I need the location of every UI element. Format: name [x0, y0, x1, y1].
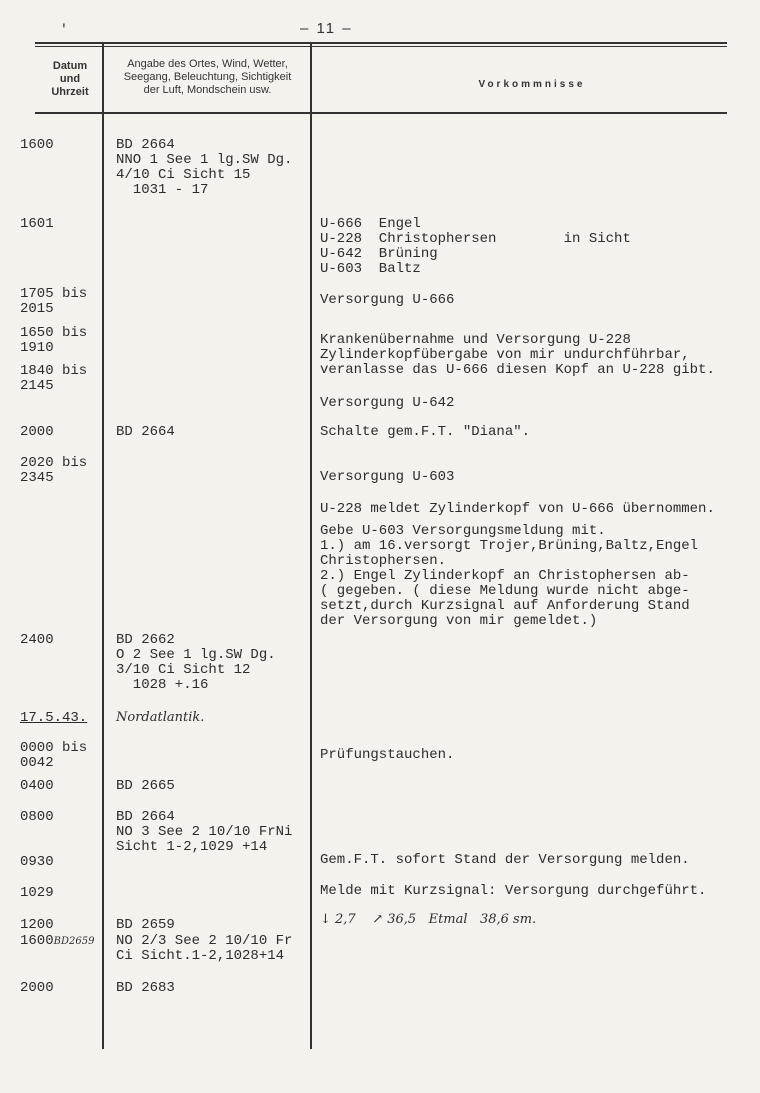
- row-events: U-666 Engel U-228 Christophersen in Sicht U-642 Brüning U-603 Baltz: [320, 216, 631, 277]
- row-time: 1705 bis 2015: [20, 286, 88, 317]
- row-events: Versorgung U-642: [320, 395, 455, 411]
- row-time: 2400: [20, 632, 54, 648]
- header-events: Vorkommnisse: [478, 79, 586, 90]
- handwritten-note: BD2659: [53, 936, 95, 947]
- header-place: Angabe des Ortes, Wind, Wetter, Seegang, Beleuchtung, Sichtigkeit der Luft, Mondschein usw.: [123, 58, 292, 96]
- row-events: Krankenübernahme und Versorgung U-228 Zylinderkopfübergabe von mir undurchführbar, veranlasse das U-666 diesen Kopf an U-228 gibt.: [320, 332, 715, 378]
- row-events: Prüfungstauchen.: [320, 747, 455, 763]
- row-events: U-228 meldet Zylinderkopf von U-666 übernommen.: [320, 501, 715, 517]
- row-place: NO 2/3 See 2 10/10 Fr Ci Sicht.1-2,1028+14: [116, 933, 293, 964]
- row-place: BD 2664 NNO 1 See 1 lg.SW Dg. 4/10 Ci Sicht 15 1031 - 17: [116, 137, 293, 198]
- top-rule: [35, 42, 727, 44]
- row-time: 0400: [20, 778, 54, 794]
- row-events: Melde mit Kurzsignal: Versorgung durchgeführt.: [320, 883, 707, 899]
- row-events: Gem.F.T. sofort Stand der Versorgung melden.: [320, 852, 690, 868]
- row-time: 1600: [20, 137, 54, 153]
- row-time: 2000: [20, 980, 54, 996]
- row-time: 1029: [20, 885, 54, 901]
- date-heading: 17.5.43.: [20, 710, 88, 726]
- row-time: 0000 bis 0042: [20, 740, 88, 771]
- margin-mark: ': [60, 22, 68, 37]
- row-place: BD 2664 NO 3 See 2 10/10 FrNi Sicht 1-2,1029 +14: [116, 809, 293, 855]
- row-place: BD 2664: [116, 424, 175, 440]
- row-time: 1650 bis 1910: [20, 325, 88, 356]
- row-events: Versorgung U-666: [320, 292, 455, 308]
- col-divider-1: [102, 44, 104, 1049]
- row-place: BD 2665: [116, 778, 175, 794]
- row-time: 0800: [20, 809, 54, 825]
- row-time: 0930: [20, 854, 54, 870]
- row-time: 1600BD2659: [20, 933, 95, 949]
- row-events: Versorgung U-603: [320, 469, 455, 485]
- handwritten-location: Nordatlantik.: [116, 710, 205, 725]
- page-number: – 11 –: [300, 20, 353, 37]
- header-bottom-rule: [35, 112, 727, 114]
- row-place: BD 2683: [116, 980, 175, 996]
- row-place: BD 2662 O 2 See 1 lg.SW Dg. 3/10 Ci Sicht 12 1028 +.16: [116, 632, 276, 693]
- row-time: 2000: [20, 424, 54, 440]
- header-date: Datum und Uhrzeit: [51, 60, 89, 98]
- row-events: Gebe U-603 Versorgungsmeldung mit. 1.) am 16.versorgt Trojer,Brüning,Baltz,Engel Christophersen. 2.) Engel Zylinderkopf an Christophersen ab- ( gegeben. ( diese Meldung wurde nicht abge- setzt,durch Kurzsignal auf Anforderung Stand der Versorgung von mir gemeldet.): [320, 523, 699, 629]
- row-time: 1200: [20, 917, 54, 933]
- top-rule-thin: [35, 46, 727, 47]
- handwritten-etmal: ↓ 2,7 ↗ 36,5 Etmal 38,6 sm.: [320, 912, 537, 927]
- row-time: 1601: [20, 216, 54, 232]
- row-time: 2020 bis 2345: [20, 455, 88, 486]
- row-events: Schalte gem.F.T. "Diana".: [320, 424, 531, 440]
- row-place: BD 2659: [116, 917, 175, 933]
- row-time: 1840 bis 2145: [20, 363, 88, 394]
